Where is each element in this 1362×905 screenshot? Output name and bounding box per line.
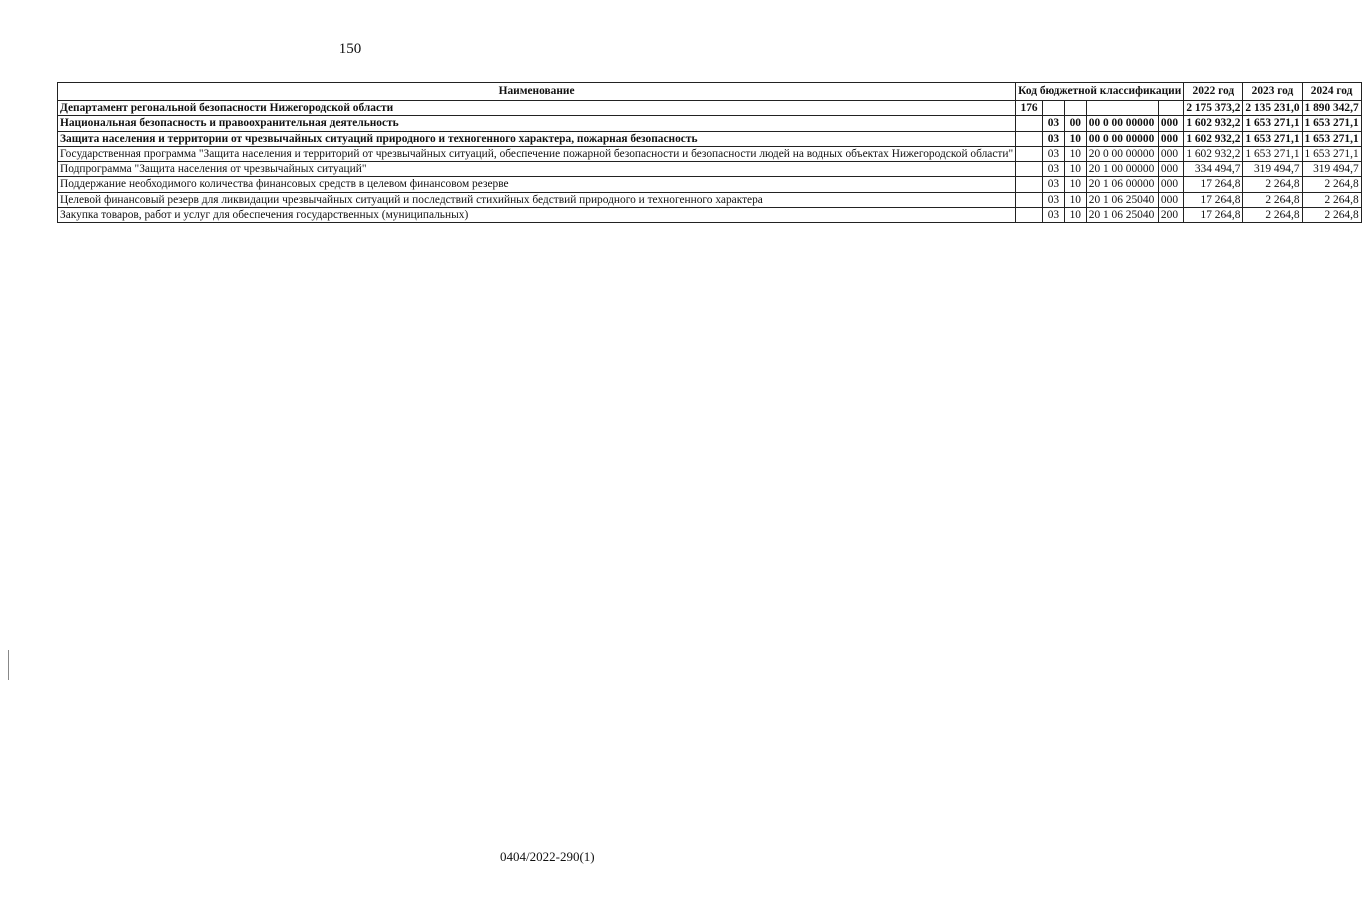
row-section-cell: 03: [1042, 208, 1064, 223]
row-subsection-cell: 10: [1064, 208, 1086, 223]
row-2023-cell: 2 264,8: [1243, 177, 1302, 192]
header-name: Наименование: [58, 83, 1016, 101]
row-subsection-cell: 10: [1064, 131, 1086, 146]
row-2022-cell: 17 264,8: [1184, 208, 1243, 223]
row-2023-cell: 2 264,8: [1243, 192, 1302, 207]
row-grbs-cell: [1016, 162, 1043, 177]
row-2024-cell: 1 653 271,1: [1302, 146, 1361, 161]
row-section-cell: 03: [1042, 116, 1064, 131]
row-subsection-cell: 10: [1064, 192, 1086, 207]
table-body: [58, 101, 1362, 223]
row-expense-type-cell: 000: [1158, 131, 1183, 146]
row-2024-cell: 1 653 271,1: [1302, 131, 1361, 146]
row-section-cell: 03: [1042, 131, 1064, 146]
row-subsection-cell: 00: [1064, 116, 1086, 131]
row-2023-cell: 1 653 271,1: [1243, 116, 1302, 131]
row-2024-cell: 2 264,8: [1302, 208, 1361, 223]
row-section-cell: 03: [1042, 146, 1064, 161]
header-2023: 2023 год: [1243, 83, 1302, 101]
table-row: [58, 146, 1362, 161]
scan-artifact-line: [8, 650, 9, 680]
row-grbs-cell: [1016, 208, 1043, 223]
row-expense-type-cell: 200: [1158, 208, 1183, 223]
row-subsection-cell: 10: [1064, 146, 1086, 161]
row-grbs-cell: [1016, 146, 1043, 161]
page-number: 150: [338, 41, 362, 57]
row-grbs-cell: 176: [1016, 101, 1043, 116]
row-name-cell: Национальная безопасность и правоохранительная деятельность: [58, 116, 1016, 131]
table-row: [58, 208, 1362, 223]
table-header-row: [58, 83, 1362, 101]
row-grbs-cell: [1016, 131, 1043, 146]
row-section-cell: [1042, 101, 1064, 116]
row-section-cell: 03: [1042, 192, 1064, 207]
row-grbs-cell: [1016, 177, 1043, 192]
row-2023-cell: 319 494,7: [1243, 162, 1302, 177]
row-name-cell: Закупка товаров, работ и услуг для обеспечения государственных (муниципальных): [58, 208, 1016, 223]
row-target-article-cell: 20 1 00 00000: [1086, 162, 1158, 177]
table-row: [58, 162, 1362, 177]
row-expense-type-cell: 000: [1158, 146, 1183, 161]
row-2023-cell: 1 653 271,1: [1243, 146, 1302, 161]
row-name-cell: Подпрограмма "Защита населения от чрезвычайных ситуаций": [58, 162, 1016, 177]
row-2023-cell: 2 135 231,0: [1243, 101, 1302, 116]
table-row: [58, 131, 1362, 146]
row-target-article-cell: 20 1 06 25040: [1086, 192, 1158, 207]
row-subsection-cell: [1064, 101, 1086, 116]
row-2022-cell: 1 602 932,2: [1184, 146, 1243, 161]
row-target-article-cell: 00 0 00 00000: [1086, 116, 1158, 131]
row-2024-cell: 319 494,7: [1302, 162, 1361, 177]
table-row: [58, 101, 1362, 116]
row-2022-cell: 2 175 373,2: [1184, 101, 1243, 116]
row-2024-cell: 2 264,8: [1302, 192, 1361, 207]
row-2024-cell: 1 653 271,1: [1302, 116, 1361, 131]
table-row: [58, 192, 1362, 207]
document-code: 0404/2022-290(1): [500, 849, 595, 864]
table-row: [58, 116, 1362, 131]
row-2022-cell: 17 264,8: [1184, 192, 1243, 207]
row-2022-cell: 1 602 932,2: [1184, 131, 1243, 146]
row-expense-type-cell: 000: [1158, 162, 1183, 177]
row-2024-cell: 1 890 342,7: [1302, 101, 1361, 116]
row-expense-type-cell: 000: [1158, 177, 1183, 192]
row-section-cell: 03: [1042, 177, 1064, 192]
row-target-article-cell: 20 1 06 25040: [1086, 208, 1158, 223]
header-2022: 2022 год: [1184, 83, 1243, 101]
row-name-cell: Департамент регональной безопасности Нижегородской области: [58, 101, 1016, 116]
row-name-cell: Поддержание необходимого количества финансовых средств в целевом финансовом резерве: [58, 177, 1016, 192]
row-2022-cell: 334 494,7: [1184, 162, 1243, 177]
row-target-article-cell: 00 0 00 00000: [1086, 131, 1158, 146]
header-classification: Код бюджетной классификации: [1016, 83, 1184, 101]
row-grbs-cell: [1016, 116, 1043, 131]
header-2024: 2024 год: [1302, 83, 1361, 101]
row-expense-type-cell: 000: [1158, 192, 1183, 207]
table-row: [58, 177, 1362, 192]
row-target-article-cell: 20 1 06 00000: [1086, 177, 1158, 192]
row-subsection-cell: 10: [1064, 162, 1086, 177]
row-2023-cell: 1 653 271,1: [1243, 131, 1302, 146]
row-target-article-cell: 20 0 00 00000: [1086, 146, 1158, 161]
row-subsection-cell: 10: [1064, 177, 1086, 192]
row-expense-type-cell: [1158, 101, 1183, 116]
budget-table: [57, 82, 1362, 223]
row-2022-cell: 1 602 932,2: [1184, 116, 1243, 131]
row-2023-cell: 2 264,8: [1243, 208, 1302, 223]
row-section-cell: 03: [1042, 162, 1064, 177]
row-2022-cell: 17 264,8: [1184, 177, 1243, 192]
row-expense-type-cell: 000: [1158, 116, 1183, 131]
row-2024-cell: 2 264,8: [1302, 177, 1361, 192]
row-name-cell: Защита населения и территории от чрезвычайных ситуаций природного и техногенного характера, пожарная безопасность: [58, 131, 1016, 146]
row-name-cell: Государственная программа "Защита населения и территорий от чрезвычайных ситуаций, обеспечение пожарной безопасности и безопасности людей на водных объектах Нижегородской области": [58, 146, 1016, 161]
row-target-article-cell: [1086, 101, 1158, 116]
row-grbs-cell: [1016, 192, 1043, 207]
row-name-cell: Целевой финансовый резерв для ликвидации чрезвычайных ситуаций и последствий стихийных бедствий природного и техногенного характера: [58, 192, 1016, 207]
